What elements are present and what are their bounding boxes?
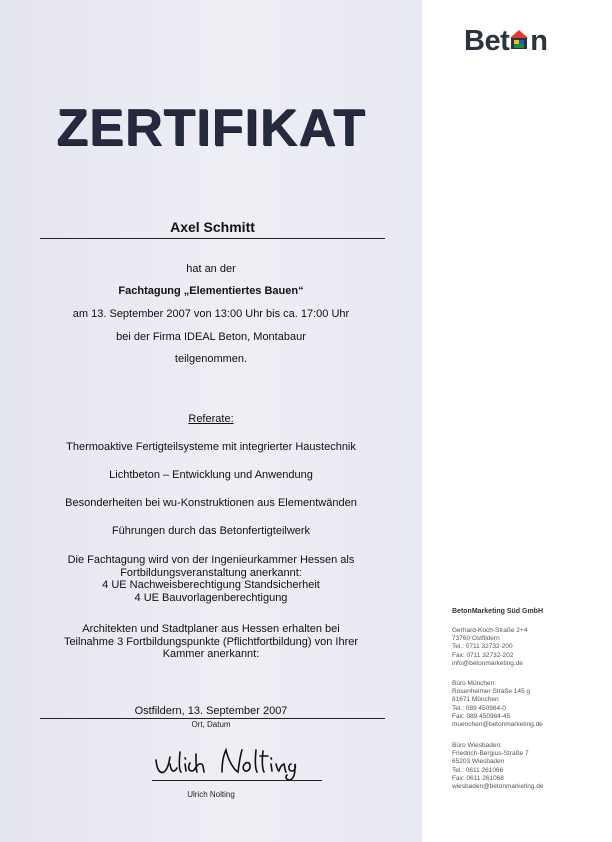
participated-text: teilgenommen. [174, 353, 248, 365]
contact-line: Fax: 089 450984-45 [452, 712, 511, 720]
contact-office [452, 627, 527, 668]
logo-text-end: n [530, 25, 548, 57]
contact-line: Büro Wiesbaden: [452, 742, 502, 749]
name-rule [40, 238, 385, 239]
certificate-title: ZERTIFIKAT [56, 99, 366, 157]
accreditation-block [0, 554, 422, 604]
logo-text-start: Bet [464, 25, 510, 57]
accreditation-line: Fortbildungsveranstaltung anerkannt: [120, 566, 302, 579]
contact-line: Gerhard-Koch-Straße 2+4 [452, 627, 528, 634]
contact-line: 73760 Ostfildern [452, 635, 500, 643]
architects-line: Teilnahme 3 Fortbildungspunkte (Pflichtfortbildung) von Ihrer [63, 635, 359, 648]
talk-item: Lichtbeton – Entwicklung und Anwendung [109, 469, 313, 481]
recipient-name: Axel Schmitt [170, 219, 255, 235]
event-date: am 13. September 2007 von 13:00 Uhr bis ca. 17:00 Uhr [72, 308, 350, 320]
accreditation-line: 4 UE Bauvorlagenberechtigung [134, 591, 288, 604]
signature-rule [152, 780, 322, 781]
contact-line: Tel.: 089 450984-0 [452, 704, 506, 712]
accreditation-line: 4 UE Nachweisberechtigung Standsicherheit [102, 579, 320, 591]
talk-item: Besonderheiten bei wu-Konstruktionen aus Elementwänden [65, 497, 357, 509]
accreditation-line: Die Fachtagung wird von der Ingenieurkammer Hessen als [67, 554, 355, 566]
contact-line: Friedrich-Bergius-Straße 7 [452, 750, 529, 758]
contact-line: Tel.: 0611 261066 [452, 766, 504, 774]
contact-office [452, 742, 544, 791]
place-date: Ostfildern, 13. September 2007 [134, 705, 288, 717]
intro-text: hat an der [186, 263, 236, 275]
contact-line: Büro München: [452, 680, 497, 687]
house-icon [509, 29, 529, 51]
place-date-rule [40, 718, 385, 719]
event-title: Fachtagung „Elementiertes Bauen“ [118, 285, 304, 297]
architects-line: Kammer anerkannt: [162, 648, 260, 660]
beton-logo [464, 25, 547, 58]
signer-name: Ulrich Nolting [187, 790, 235, 799]
contact-line: Fax: 0611 261068 [452, 774, 504, 782]
contact-office [452, 680, 543, 729]
event-venue: bei der Firma IDEAL Beton, Montabaur [116, 331, 306, 343]
contact-line: 81671 München [452, 696, 499, 704]
contact-email: wiesbaden@betonmarketing.de [452, 783, 544, 791]
company-name: BetonMarketing Süd GmbH [452, 608, 544, 615]
talk-item: Führungen durch das Betonfertigteilwerk [111, 525, 311, 537]
place-date-caption: Ort, Datum [191, 720, 231, 729]
talk-item: Thermoaktive Fertigteilsysteme mit integrierter Haustechnik [66, 441, 356, 453]
contact-line: Tel.: 0711 32732-200 [452, 643, 513, 651]
architects-block [0, 623, 422, 661]
contact-email: info@betonmarketing.de [452, 659, 523, 667]
architects-line: Architekten und Stadtplaner aus Hessen erhalten bei [82, 623, 340, 635]
contact-email: muenchen@betonmarketing.de [452, 721, 543, 729]
talks-heading: Referate: [188, 413, 234, 425]
contact-line: Fax: 0711 32732-202 [452, 651, 514, 659]
contact-line: 65203 Wiesbaden [452, 758, 505, 766]
contact-line: Rosenheimer Straße 145 g [452, 688, 531, 696]
